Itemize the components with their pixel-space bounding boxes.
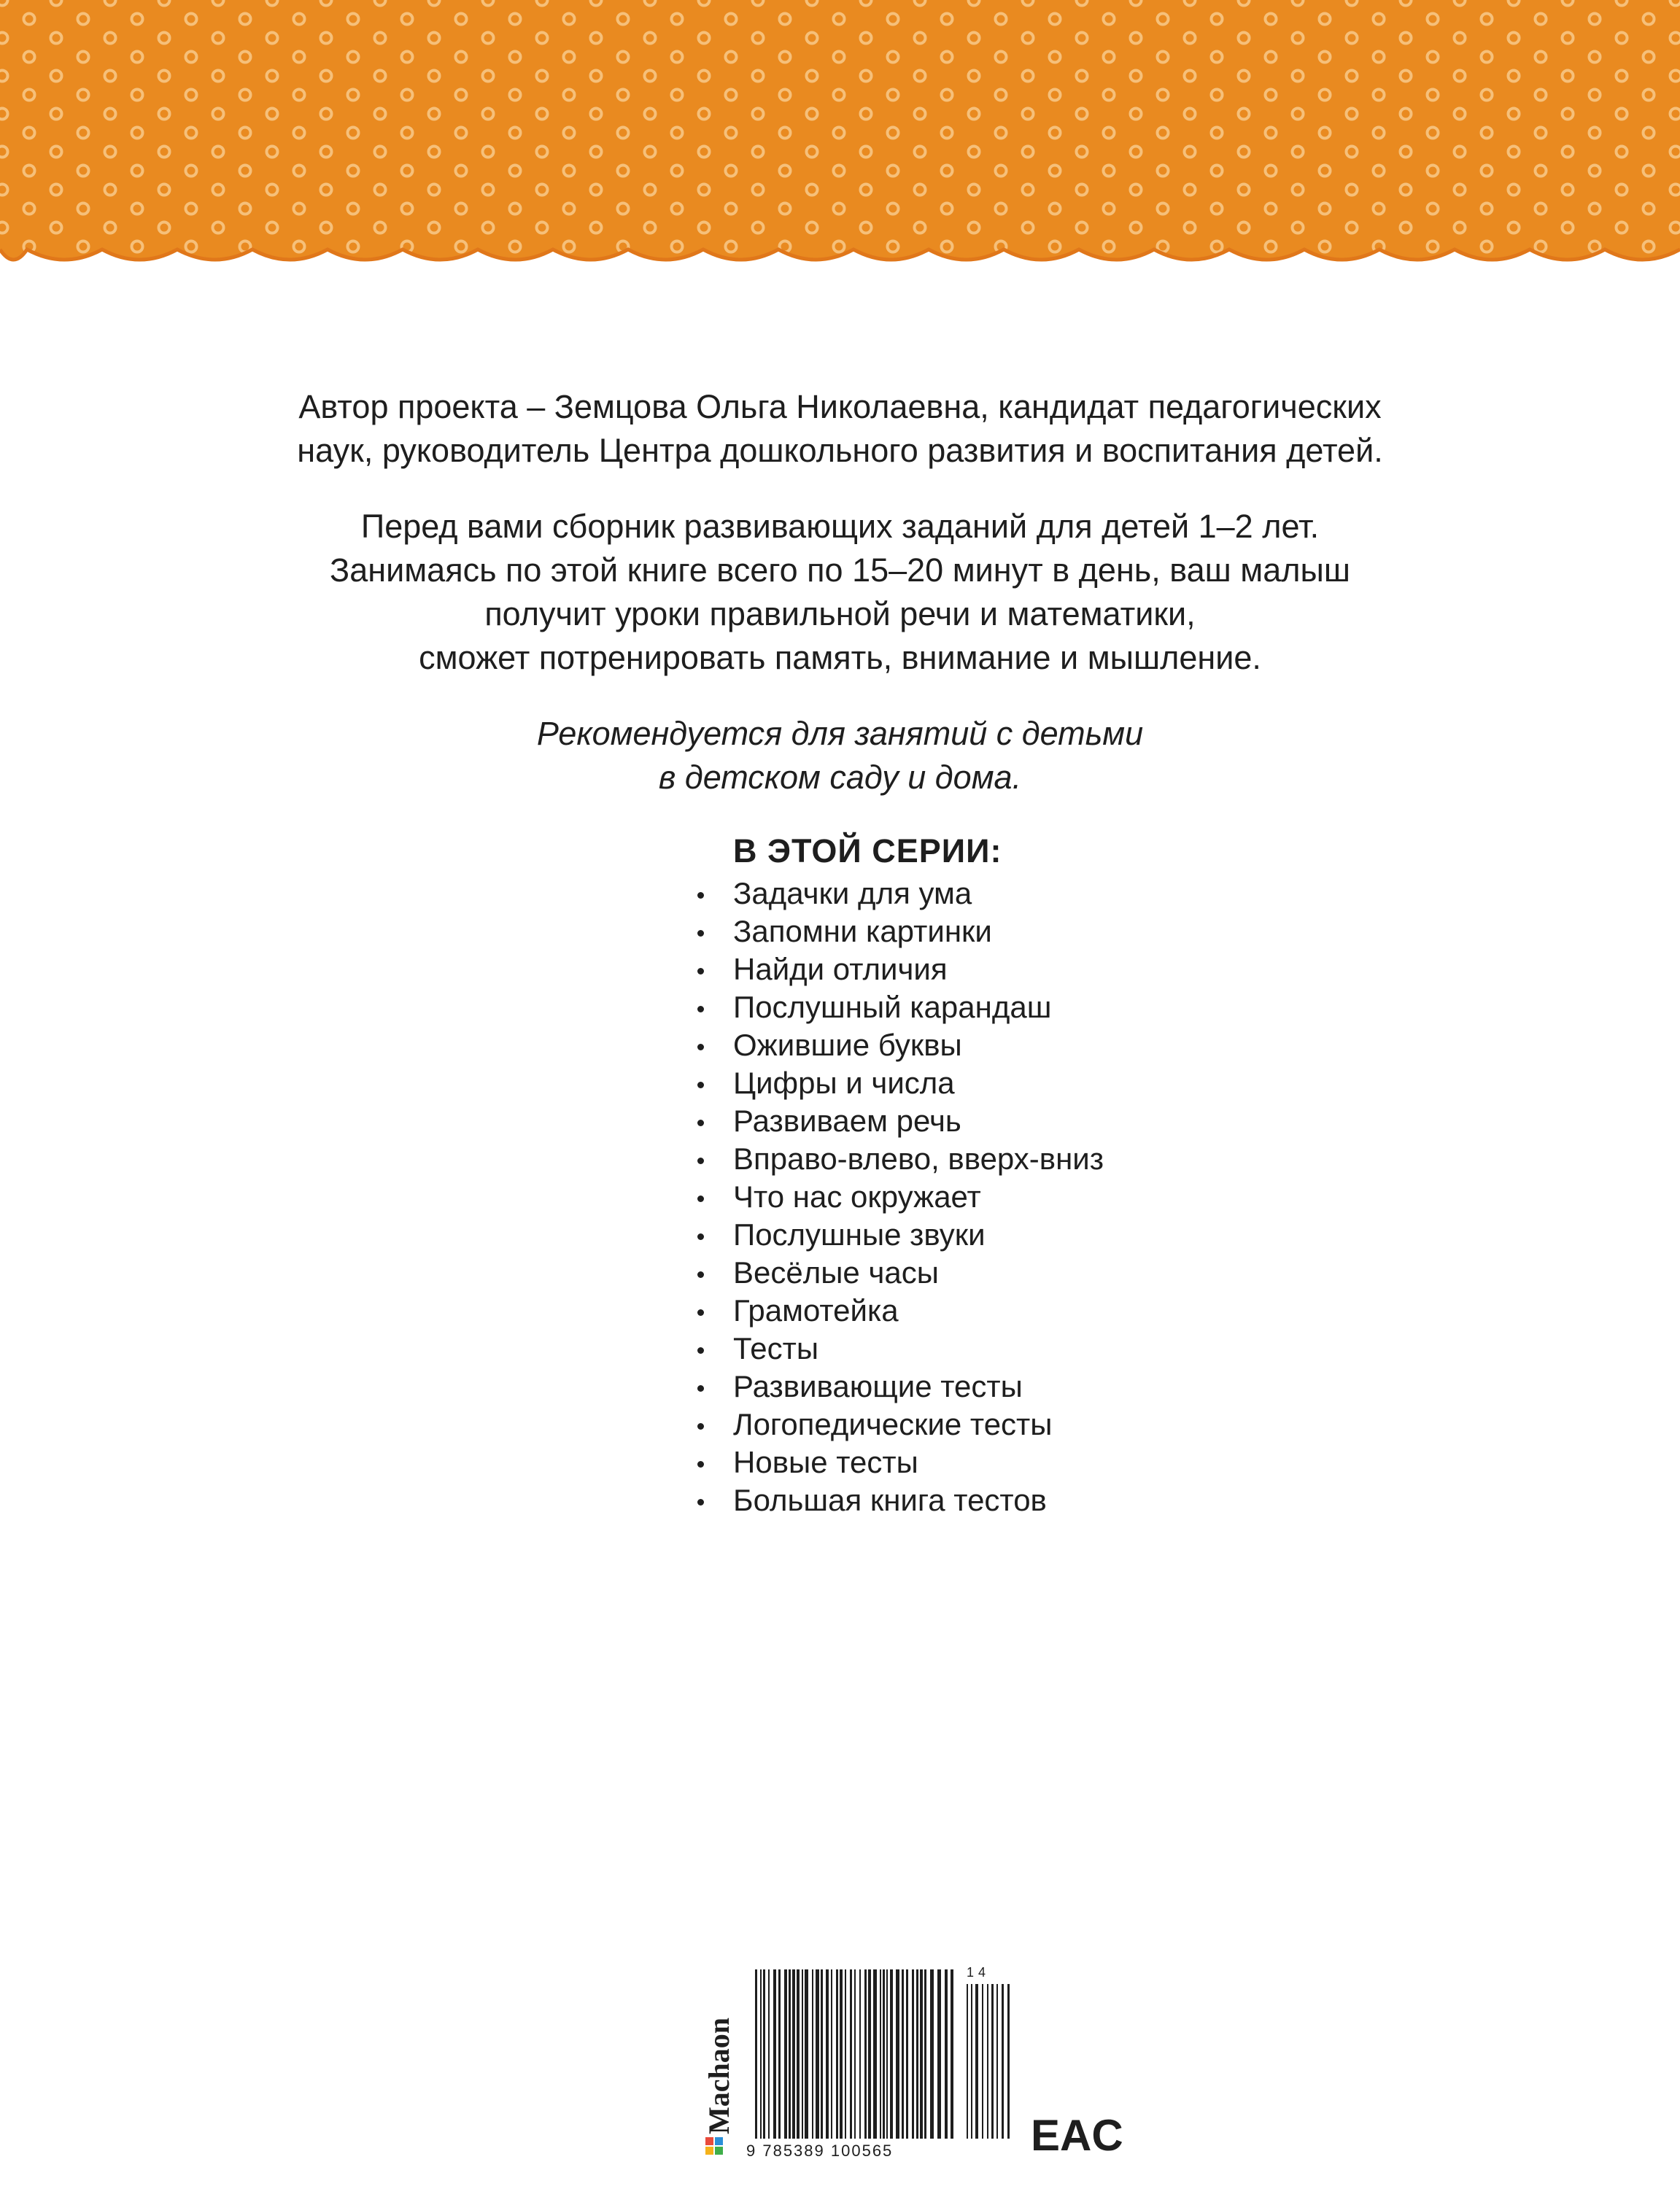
barcode-bar [854, 1969, 856, 2139]
barcode-addon-bar [1007, 1984, 1010, 2139]
publisher-logo-text: Machaon [702, 2018, 735, 2134]
series-list-item: Послушные звуки [733, 1216, 1390, 1254]
series-list-item: Ожившие буквы [733, 1026, 1390, 1064]
barcode-bar [784, 1969, 787, 2139]
barcode-bar [789, 1969, 791, 2139]
series-list-item: Задачки для ума [733, 875, 1390, 912]
recommendation-line: в детском саду и дома. [658, 759, 1022, 796]
barcode-bar [763, 1969, 765, 2139]
recommendation-line: Рекомендуется для занятий с детьми [536, 715, 1144, 752]
series-list-item: Послушный карандаш [733, 988, 1390, 1026]
description-line: Занимаясь по этой книге всего по 15–20 минут в день, ваш малыш [330, 551, 1350, 589]
barcode-bar [873, 1969, 877, 2139]
barcode-bar [880, 1969, 881, 2139]
barcode-bar [821, 1969, 823, 2139]
barcode-addon-bar [967, 1984, 968, 2139]
author-line: наук, руководитель Центра дошкольного развития и воспитания детей. [297, 432, 1383, 469]
barcode-bar [792, 1969, 795, 2139]
barcode-bar [845, 1969, 846, 2139]
barcode-bar [840, 1969, 843, 2139]
description-line: сможет потренировать память, внимание и мышление. [419, 639, 1261, 676]
series-list-item: Развиваем речь [733, 1102, 1390, 1140]
barcode-bar [896, 1969, 899, 2139]
series-list-item: Цифры и числа [733, 1064, 1390, 1102]
series-list-item: Грамотейка [733, 1292, 1390, 1330]
description-paragraph [0, 505, 1680, 680]
series-list-item: Тесты [733, 1330, 1390, 1368]
barcode-bar [755, 1969, 757, 2139]
series-list-item: Что нас окружает [733, 1178, 1390, 1216]
barcode-addon-bar [987, 1984, 988, 2139]
barcode-bar [826, 1969, 829, 2139]
barcode-addon-bar [975, 1984, 978, 2139]
eac-certification-mark: EAC [1031, 2111, 1123, 2160]
series-list-item: Логопедические тесты [733, 1406, 1390, 1444]
series-section [733, 828, 1390, 1519]
barcode-bar [864, 1969, 867, 2139]
barcode-bar [937, 1969, 941, 2139]
barcode-bar [797, 1969, 800, 2139]
barcode-bar [805, 1969, 808, 2139]
barcode-bar [906, 1969, 908, 2139]
barcode-bar [802, 1969, 803, 2139]
barcode-bar [816, 1969, 819, 2139]
barcode-bar [812, 1969, 813, 2139]
barcode-bar [886, 1969, 888, 2139]
barcode-addon-bar [1002, 1984, 1004, 2139]
barcode-bar [912, 1969, 914, 2139]
barcode-bar [924, 1969, 926, 2139]
author-paragraph [0, 385, 1680, 473]
barcode-addon-bar [982, 1984, 983, 2139]
barcode-addon-bar [991, 1984, 994, 2139]
barcode-bar [920, 1969, 923, 2139]
barcode-bar [951, 1969, 953, 2139]
series-list-item: Весёлые часы [733, 1254, 1390, 1292]
barcode-bar [868, 1969, 871, 2139]
barcode-bar [859, 1969, 861, 2139]
series-list-item: Вправо-влево, вверх-вниз [733, 1140, 1390, 1178]
barcode-bar [850, 1969, 852, 2139]
publisher-logo [702, 2018, 735, 2155]
barcode-bar [831, 1969, 832, 2139]
series-list-item: Развивающие тесты [733, 1368, 1390, 1406]
barcode-area [689, 1962, 1123, 2160]
author-line: Автор проекта – Земцова Ольга Николаевна, кандидат педагогических [298, 388, 1382, 425]
description-line: получит уроки правильной речи и математики, [484, 595, 1196, 632]
series-list-item: Большая книга тестов [733, 1481, 1390, 1519]
butterfly-icon [705, 2137, 723, 2155]
decorative-polka-dot-banner [0, 0, 1680, 277]
barcode-bar [768, 1969, 770, 2139]
barcode-addon-digits: 14 [967, 1965, 991, 1980]
series-heading: В ЭТОЙ СЕРИИ: [733, 832, 1002, 869]
banner-dot-pattern [0, 0, 1680, 260]
description-line: Перед вами сборник развивающих заданий для детей 1–2 лет. [360, 508, 1320, 545]
barcode-bar [883, 1969, 885, 2139]
barcode-bar [890, 1969, 893, 2139]
barcode-isbn-digits: 9 785389 100565 [746, 2142, 894, 2160]
barcode-bars [755, 1969, 1010, 2139]
recommendation-note [0, 712, 1680, 799]
barcode-bar [916, 1969, 918, 2139]
barcode-bar [773, 1969, 776, 2139]
series-list-item: Новые тесты [733, 1444, 1390, 1481]
barcode-bar [930, 1969, 934, 2139]
series-list [733, 875, 1390, 1519]
series-list-item: Запомни картинки [733, 912, 1390, 950]
barcode-addon-bar [996, 1984, 998, 2139]
barcode-bar [902, 1969, 904, 2139]
barcode-addon-bar [971, 1984, 972, 2139]
barcode-bar [778, 1969, 781, 2139]
series-list-item: Найди отличия [733, 950, 1390, 988]
barcode-bar [760, 1969, 762, 2139]
barcode-bar [945, 1969, 948, 2139]
barcode-bar [836, 1969, 838, 2139]
